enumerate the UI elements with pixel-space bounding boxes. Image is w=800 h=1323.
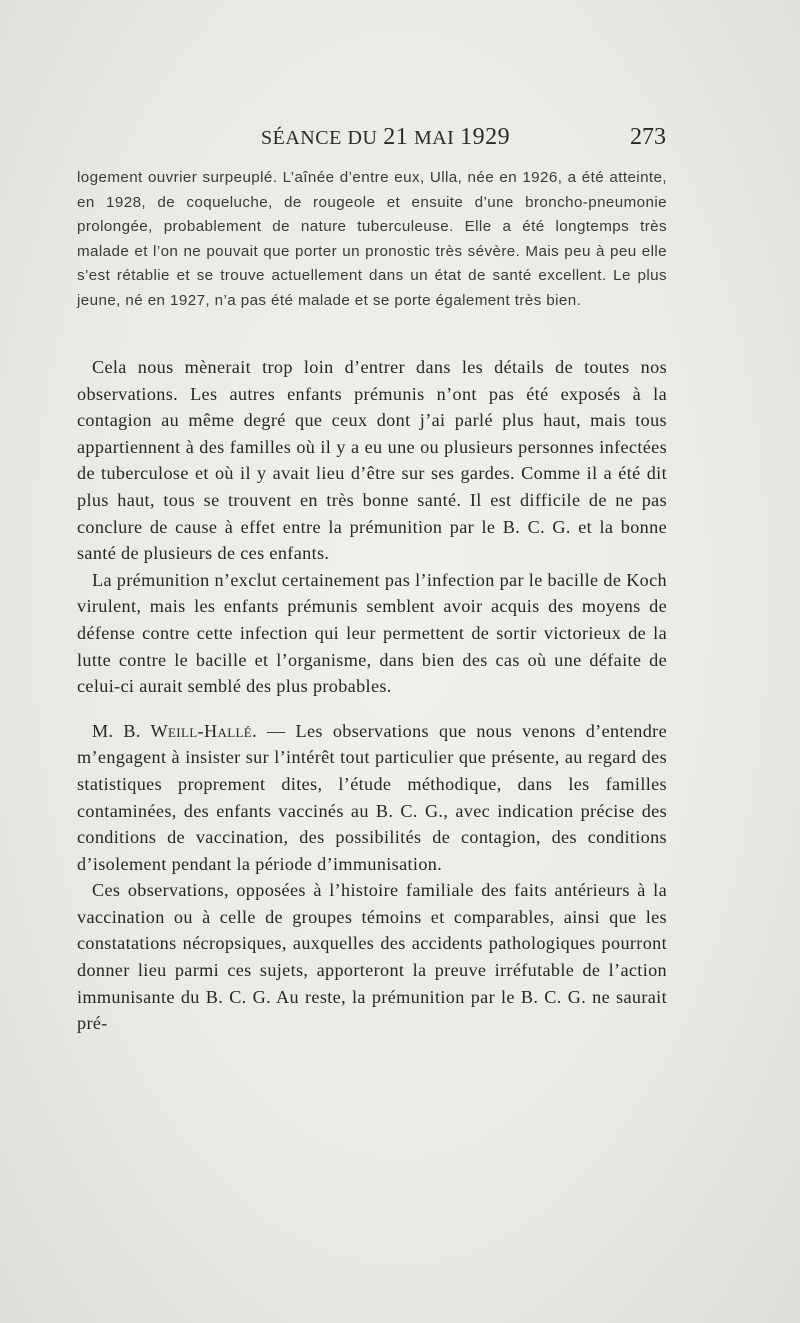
speaker-text: — Les observations que nous venons d’entendre m’engagent à insister sur l’intérêt tout particulier que présente, au regard des statistiques proprement dites, l’étude méthodique, dans les familles contaminées, des enfants vaccinés au B. C. G., avec indication précise des conditions de vaccination, des possibilités de contagion, des conditions d’isolement pendant la période d’immunisation. [77, 720, 667, 874]
running-head [261, 124, 510, 151]
main-text-block [77, 354, 667, 1037]
running-head-year: 1929 [460, 124, 511, 150]
paragraph-observations: Cela nous mènerait trop loin d’entrer dans les détails de toutes nos observations. Les autres enfants prémunis n’ont pas été exposés à la contagion au même degré que ceux dont j’ai parlé plus haut, mais tous appartiennent à des familles où il y a eu une ou plusieurs personnes infectées de tuberculose et où il y avait lieu d’être sur ses gardes. Comme il a été dit plus haut, tous se trouvent en très bonne santé. Il est difficile de ne pas conclure de cause à effet entre la prémunition par le B. C. G. et la bonne santé de plusieurs de ces enfants. [77, 357, 667, 564]
running-head-seance: SÉANCE [261, 127, 342, 149]
paragraph-premunition: La prémunition n’exclut certainement pas l’infection par le bacille de Koch virulent, mais les enfants prémunis semblent avoir acquis des moyens de défense contre cette infection qui leur permettent de sortir victorieux de la lutte contre le bacille et l’organisme, dans bien des cas où une défaite de celui-ci aurait semblé des plus probables. [77, 569, 667, 697]
running-head-day: 21 [383, 124, 409, 150]
page-number: 273 [630, 124, 666, 150]
small-print-paragraph: logement ouvrier surpeuplé. L’aînée d’entre eux, Ulla, née en 1926, a été atteinte, en 1928, de coqueluche, de rougeole et ensuite d’une broncho-pneumonie prolongée, probablement de nature tuberculeuse. Elle a été longtemps très malade et l’on ne pouvait que porter un pronostic très sévère. Mais peu à peu elle s’est rétablie et se trouve actuellement dans un état de santé excellent. Le plus jeune, né en 1927, n’a pas été malade et se porte également très bien. [77, 169, 667, 309]
page-header [76, 124, 666, 154]
paragraph-conclusions: Ces observations, opposées à l’histoire familiale des faits antérieurs à la vaccination ou à celle de groupes témoins et comparables, ainsi que les constatations nécropsiques, auxquelles des accidents pathologiques pourront donner lieu parmi ces sujets, apporteront la preuve irréfutable de l’action immunisante du B. C. G. Au reste, la prémunition par le B. C. G. ne saurait pré- [77, 880, 667, 1034]
running-head-du: DU [347, 127, 378, 149]
speaker-name: M. B. Weill-Hallé. [92, 720, 257, 741]
paragraph-weill-halle [77, 718, 667, 878]
running-head-month: MAI [413, 127, 455, 149]
small-print-paragraph-block [77, 166, 667, 313]
paragraph-gap [77, 700, 667, 718]
